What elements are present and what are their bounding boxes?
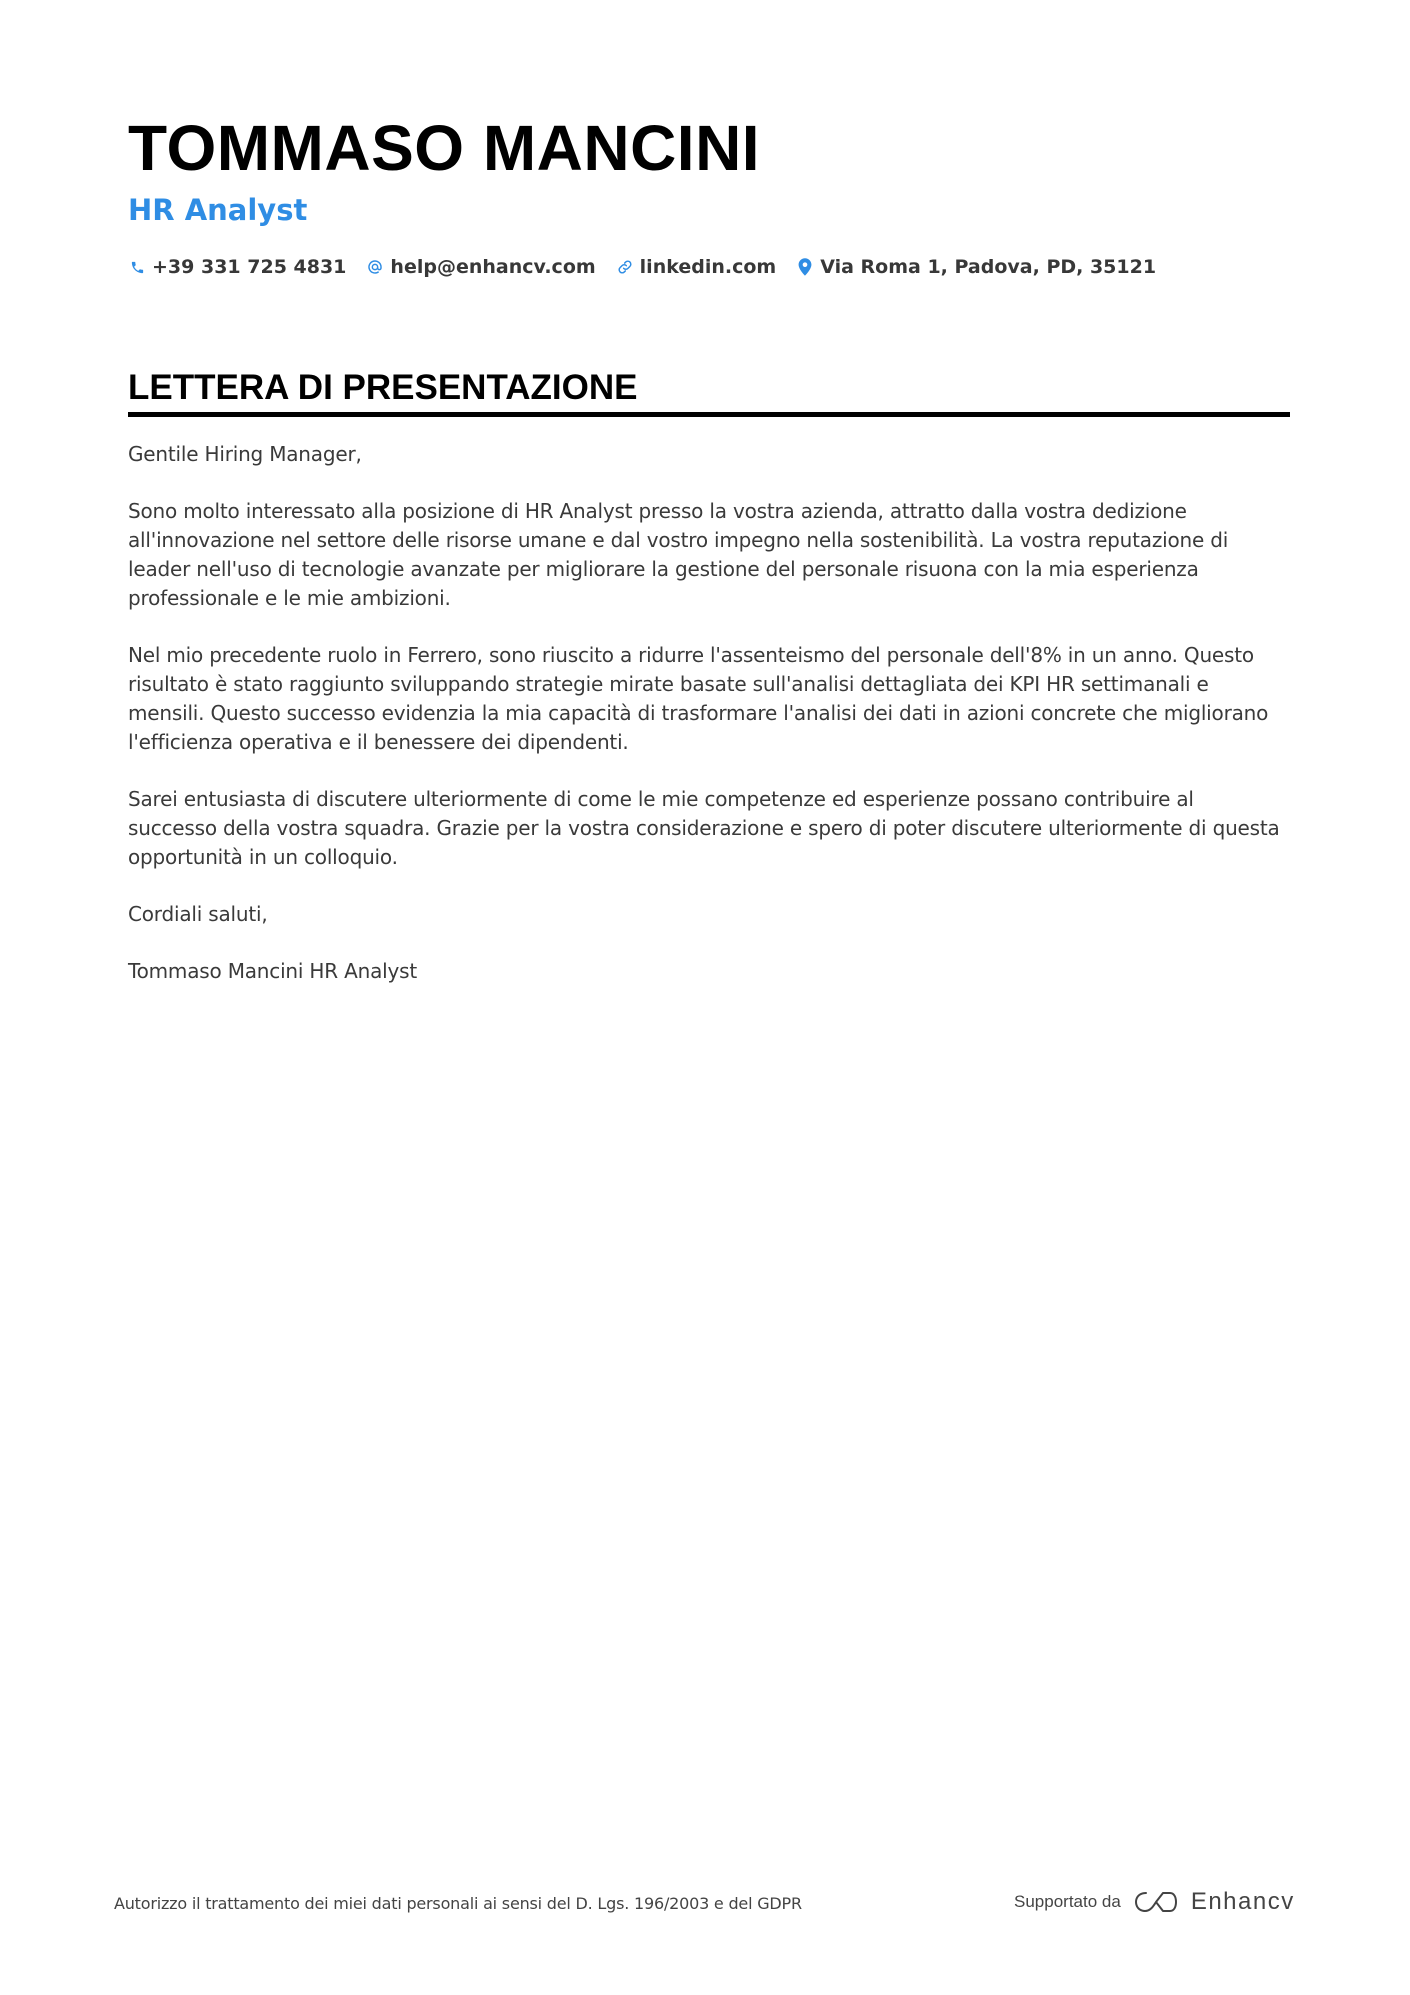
contact-website[interactable]	[616, 256, 777, 278]
enhancv-logo-icon	[1133, 1889, 1179, 1915]
phone-text: +39 331 725 4831	[152, 256, 347, 278]
contact-phone	[128, 256, 346, 278]
powered-by-label: Supportato da	[1014, 1892, 1121, 1911]
email-text[interactable]: help@enhancv.com	[390, 256, 596, 278]
contact-address	[796, 256, 1156, 278]
letter-paragraph: Sono molto interessato alla posizione di HR Analyst presso la vostra azienda, attratto dalla vostra dedizione all'innovazione nel settore delle risorse umane e dal vostro impegno nella sostenibilità. La vostra reputazione di leader nell'uso di tecnologie avanzate per migliorare la gestione del personale risuona con la mia esperienza professionale e le mie ambizioni.	[128, 499, 1229, 610]
candidate-name: TOMMASO MANCINI	[128, 112, 761, 184]
phone-icon	[128, 257, 146, 277]
address-text: Via Roma 1, Padova, PD, 35121	[820, 256, 1157, 278]
enhancv-wordmark: Enhancv	[1190, 1888, 1295, 1915]
contact-bar	[128, 252, 1176, 282]
contact-email[interactable]	[366, 256, 595, 278]
website-text[interactable]: linkedin.com	[639, 256, 777, 278]
powered-by[interactable]	[1014, 1882, 1295, 1922]
letter-paragraph: Sarei entusiasta di discutere ulteriormente di come le mie competenze ed esperienze possano contribuire al successo della vostra squadra. Grazie per la vostra considerazione e spero di poter discutere ulteriormente di questa opportunità in un colloquio.	[128, 787, 1280, 869]
section-title: LETTERA DI PRESENTAZIONE	[128, 366, 1290, 417]
job-title: HR Analyst	[128, 193, 308, 227]
letter-body	[128, 440, 1288, 1014]
location-pin-icon	[796, 257, 814, 277]
at-icon	[366, 257, 384, 277]
letter-signature: Tommaso Mancini HR Analyst	[128, 959, 417, 983]
privacy-consent: Autorizzo il trattamento dei miei dati personali ai sensi del D. Lgs. 196/2003 e del GDPR	[114, 1894, 802, 1913]
letter-greeting: Gentile Hiring Manager,	[128, 442, 362, 466]
link-icon	[616, 257, 634, 277]
letter-closing: Cordiali saluti,	[128, 902, 268, 926]
letter-paragraph: Nel mio precedente ruolo in Ferrero, sono riuscito a ridurre l'assenteismo del personale dell'8% in un anno. Questo risultato è stato raggiunto sviluppando strategie mirate basate sull'analisi dettagliata dei KPI HR settimanali e mensili. Questo successo evidenzia la mia capacità di trasformare l'analisi dei dati in azioni concrete che migliorano l'efficienza operativa e il benessere dei dipendenti.	[128, 643, 1269, 754]
